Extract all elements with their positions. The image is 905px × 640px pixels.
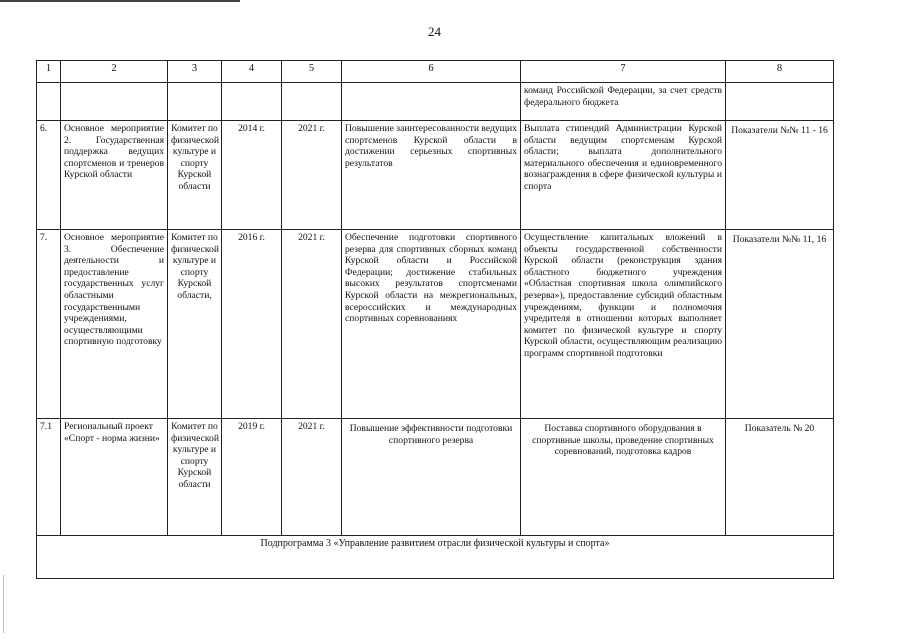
row-number: 6. [37, 121, 61, 230]
measure-name: Основное мероприятие 2. Государственная поддержка ведущих спортсменов и тренеров Курской области [61, 121, 168, 230]
executor: Комитет по физической культуре и спорту Курской области [168, 121, 222, 230]
scan-edge-mark [3, 575, 4, 633]
measures-table [36, 60, 834, 579]
table-row [37, 230, 834, 419]
col-1-header: 1 [37, 61, 61, 83]
end-year: 2021 г. [282, 419, 342, 536]
indicators: Показатели №№ 11 - 16 [726, 121, 834, 230]
indicators: Показатель № 20 [726, 419, 834, 536]
measure-name: Основное мероприятие 3. Обеспечение деятельности и предоставление государственных услуг областными государственными учреждениями, осуществляющими спортивную подготовку [61, 230, 168, 419]
measure-name: Региональный проект «Спорт - норма жизни» [61, 419, 168, 536]
table-row [37, 121, 834, 230]
col-8-header: 8 [726, 61, 834, 83]
main-content: Осуществление капитальных вложений в объекты государственной собственности Курской области (реконструкция здания областного бюджетного учреждения «Областная спортивная школа олимпийского резерва»), предоставление субсидий областным учреждениям, функции и полномочия учредителя в отношении которых выполняет комитет по физической культуре и спорту Курской области, осуществляющим реализацию программ спортивной подготовки [521, 230, 726, 419]
main-content: Выплата стипендий Администрации Курской области ведущим спортсменам Курской области; выплата дополнительного материального обеспечения и единовременного вознаграждения в сфере физической культуры и спорта [521, 121, 726, 230]
main-content: Поставка спортивного оборудования в спортивные школы, проведение спортивных соревнований, подготовка кадров [521, 419, 726, 536]
row-number: 7.1 [37, 419, 61, 536]
end-year: 2021 г. [282, 121, 342, 230]
start-year: 2014 г. [222, 121, 282, 230]
start-year: 2016 г. [222, 230, 282, 419]
indicators: Показатели №№ 11, 16 [726, 230, 834, 419]
col-5-header: 5 [282, 61, 342, 83]
column-numbers-row [37, 61, 834, 83]
end-year: 2021 г. [282, 230, 342, 419]
row-number: 7. [37, 230, 61, 419]
table-row [37, 419, 834, 536]
col-7-header: 7 [521, 61, 726, 83]
expected-result: Повышение заинтересованности ведущих спортсменов Курской области в достижении серьезных спортивных результатов [342, 121, 521, 230]
expected-result: Повышение эффективности подготовки спортивного резерва [342, 419, 521, 536]
subprogram-row [37, 536, 834, 579]
expected-result: Обеспечение подготовки спортивного резерва для спортивных сборных команд Курской области и Российской Федерации; достижение стабильных высоких результатов спортсменами Курской области на межрегиональных, всероссийских и международных спортивных соревнованиях [342, 230, 521, 419]
col-4-header: 4 [222, 61, 282, 83]
executor: Комитет по физической культуре и спорту Курской области, [168, 230, 222, 419]
start-year: 2019 г. [222, 419, 282, 536]
top-rule [0, 0, 240, 2]
subprogram-title: Подпрограмма 3 «Управление развитием отрасли физической культуры и спорта» [37, 536, 834, 579]
col-2-header: 2 [61, 61, 168, 83]
continuation-content: команд Российской Федерации, за счет средств федерального бюджета [521, 83, 726, 121]
page-number: 24 [428, 24, 441, 39]
col-3-header: 3 [168, 61, 222, 83]
executor: Комитет по физической культуре и спорту Курской области [168, 419, 222, 536]
continuation-row [37, 83, 834, 121]
col-6-header: 6 [342, 61, 521, 83]
